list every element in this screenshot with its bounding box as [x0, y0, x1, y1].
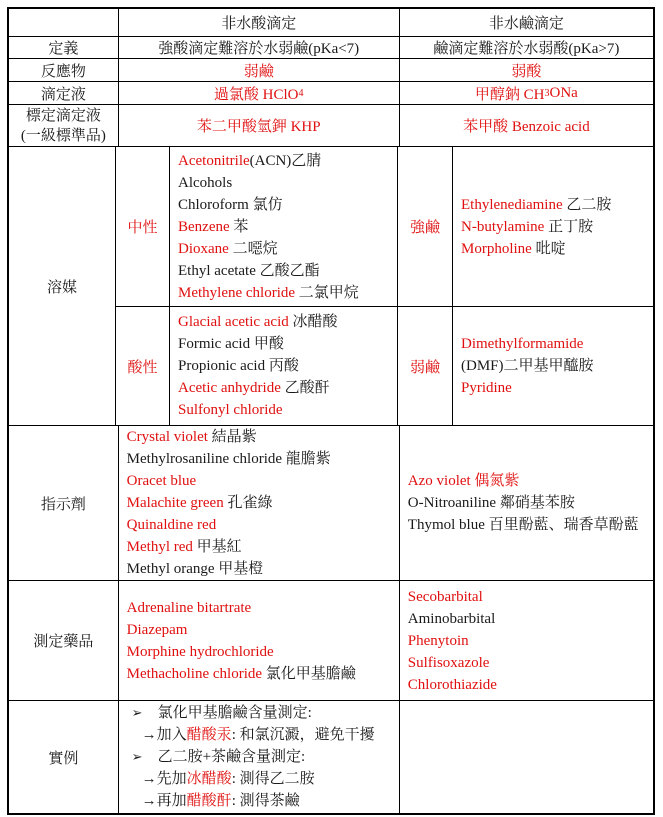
text-segment: 吡啶 — [531, 240, 566, 257]
text-segment: 醋酸酐 — [186, 793, 232, 809]
list-line — [461, 333, 583, 355]
solvent-subgrid — [116, 147, 653, 426]
text-segment: Methylrosaniline chloride 龍膽紫 — [126, 451, 331, 467]
text-segment: 醋酸汞 — [186, 727, 232, 743]
text-segment: Chlorothiazide — [407, 676, 497, 693]
list-line — [461, 238, 566, 260]
row-label-standard — [9, 105, 119, 147]
list-line — [127, 448, 331, 470]
list-line — [127, 641, 274, 663]
titration-comparison-table — [7, 7, 655, 815]
list-line — [178, 172, 232, 194]
text-segment: (DMF)二甲基甲醯胺 — [461, 358, 594, 374]
text-segment: Ethylenediamine — [461, 196, 563, 213]
text-segment: →再加 — [141, 793, 187, 809]
standard-acid: 苯二甲酸氫鉀 KHP — [119, 105, 400, 147]
list-line — [408, 608, 495, 630]
solvent-strong-base-label: 強鹼 — [398, 147, 453, 307]
text-segment: ONa — [549, 84, 578, 101]
list-line — [461, 355, 594, 377]
text-segment: 冰醋酸 — [288, 314, 338, 330]
text-segment: 苯 — [229, 218, 249, 235]
text-segment: Ethyl acetate 乙酸乙酯 — [178, 262, 320, 279]
text-segment: 冰醋酸 — [186, 771, 232, 787]
indicator-base-list — [400, 426, 653, 581]
table-row-examples — [9, 701, 653, 813]
text-segment: Benzene — [178, 218, 230, 235]
list-line — [129, 790, 300, 812]
text-segment: 甲醇鈉 CH — [474, 86, 545, 103]
examples-list — [119, 701, 400, 813]
text-segment: Methyl orange 甲基橙 — [126, 561, 264, 577]
text-segment: O-Nitroaniline 鄰硝基苯胺 — [407, 495, 575, 511]
definition-acid: 強酸滴定難溶於水弱鹼(pKa<7) — [119, 37, 400, 59]
text-segment: 結晶紫 — [207, 429, 257, 445]
text-segment: Crystal violet — [126, 429, 208, 445]
list-line — [178, 355, 299, 377]
solvent-acidic-list — [170, 307, 398, 426]
text-segment: 乙二胺 — [562, 196, 612, 213]
text-segment: Acetic anhydride — [178, 380, 281, 396]
column-header-acid-titration: 非水酸滴定 — [119, 9, 400, 37]
text-segment: 過氯酸 HClO — [213, 86, 299, 103]
text-segment: Propionic acid 丙酸 — [178, 358, 299, 374]
row-label-solvent: 溶媒 — [9, 147, 116, 426]
table-row-assayed-drugs — [9, 581, 653, 701]
titrant-base — [400, 82, 653, 105]
text-segment: 二氯甲烷 — [295, 284, 359, 301]
text-segment: (ACN)乙腈 — [249, 152, 322, 169]
text-segment: Sulfonyl chloride — [178, 402, 283, 418]
list-line — [408, 470, 520, 492]
solvent-acidic-label: 酸性 — [116, 307, 170, 426]
text-segment: ➢ — [131, 749, 143, 764]
indicator-acid-list — [119, 426, 400, 581]
table-row-definition — [9, 37, 653, 59]
list-line — [127, 536, 242, 558]
titrant-acid — [119, 82, 400, 105]
text-segment: Morpholine — [461, 240, 532, 257]
list-line — [127, 470, 197, 492]
text-segment: 乙酸酐 — [280, 380, 330, 396]
text-segment: Methylene chloride — [178, 284, 296, 301]
list-line — [408, 492, 575, 514]
row-label-assayed-drugs: 測定藥品 — [9, 581, 119, 701]
list-line — [178, 311, 338, 333]
text-segment: Alcohols — [178, 174, 233, 191]
solvent-subrow-neutral — [116, 147, 653, 307]
text-segment: 3 — [544, 87, 550, 99]
examples-base-empty-cell — [400, 701, 653, 813]
column-header-base-titration: 非水鹼滴定 — [400, 9, 653, 37]
standard-base: 苯甲酸 Benzoic acid — [400, 105, 653, 147]
text-segment: Dimethylformamide — [461, 336, 584, 352]
text-segment: Acetonitrile — [178, 152, 250, 169]
list-line — [408, 586, 483, 608]
text-segment: Methacholine chloride — [126, 665, 263, 682]
text-segment: 4 — [298, 87, 304, 99]
drugs-base-list — [400, 581, 653, 701]
text-segment: Glacial acetic acid — [178, 314, 289, 330]
list-line — [461, 216, 593, 238]
row-label-examples: 實例 — [9, 701, 119, 813]
text-segment: : 測得乙二胺 — [231, 771, 315, 787]
list-line — [178, 260, 320, 282]
text-segment: Phenytoin — [407, 632, 469, 649]
definition-base: 鹼滴定難溶於水弱酸(pKa>7) — [400, 37, 653, 59]
table-row-titrant — [9, 82, 653, 105]
list-line — [127, 619, 188, 641]
text-segment: Methyl red — [126, 539, 193, 555]
list-line — [178, 282, 359, 304]
text-segment: →先加 — [141, 771, 187, 787]
list-line — [461, 377, 512, 399]
text-segment: Aminobarbital — [407, 610, 496, 627]
text-segment: Morphine hydrochloride — [126, 643, 274, 660]
solvent-weak-base-list — [453, 307, 653, 426]
table-row-standard — [9, 105, 653, 147]
table-row-solvent — [9, 147, 653, 426]
list-line — [408, 674, 497, 696]
list-line — [129, 724, 375, 746]
list-line — [178, 194, 283, 216]
text-segment: 甲基紅 — [192, 539, 242, 555]
row-label-indicator: 指示劑 — [9, 426, 119, 581]
text-segment: 正丁胺 — [544, 218, 594, 235]
text-segment: : 和氯沉澱，避免干擾 — [231, 727, 375, 743]
table-row-header — [9, 9, 653, 37]
row-label-reactant: 反應物 — [9, 59, 119, 82]
list-line — [127, 597, 252, 619]
text-segment: Thymol blue 百里酚藍、瑞香草酚藍 — [407, 517, 639, 533]
text-segment: Formic acid 甲酸 — [178, 336, 284, 352]
list-line — [127, 663, 356, 685]
reactant-base: 弱酸 — [400, 59, 653, 82]
list-line — [178, 150, 321, 172]
table-row-indicator — [9, 426, 653, 581]
text-segment: Malachite green — [126, 495, 224, 511]
list-line — [178, 399, 283, 421]
text-segment: Dioxane — [178, 240, 229, 257]
list-line — [408, 514, 639, 536]
list-line — [178, 377, 330, 399]
row-label-standard-line1: 標定滴定液 — [25, 107, 101, 124]
solvent-weak-base-label: 弱鹼 — [398, 307, 453, 426]
solvent-subrow-acidic — [116, 307, 653, 426]
text-segment: 乙二胺+茶鹼含量測定: — [157, 749, 306, 765]
text-segment: Azo violet 偶氮紫 — [407, 473, 520, 489]
reactant-acid: 弱鹼 — [119, 59, 400, 82]
list-line — [178, 238, 278, 260]
row-label-definition: 定義 — [9, 37, 119, 59]
list-line — [127, 514, 217, 536]
text-segment: 氯化甲基膽鹼 — [262, 665, 356, 682]
drugs-acid-list — [119, 581, 400, 701]
list-line — [129, 768, 315, 790]
solvent-neutral-list — [170, 147, 398, 307]
text-segment: 二噁烷 — [228, 240, 278, 257]
solvent-neutral-label: 中性 — [116, 147, 170, 307]
list-line — [408, 630, 469, 652]
list-line — [129, 746, 306, 768]
text-segment: N-butylamine — [461, 218, 545, 235]
text-segment: Sulfisoxazole — [407, 654, 490, 671]
table-row-reactant — [9, 59, 653, 82]
solvent-strong-base-list — [453, 147, 653, 307]
list-line — [178, 333, 284, 355]
text-segment: Oracet blue — [126, 473, 197, 489]
text-segment: Adrenaline bitartrate — [126, 599, 252, 616]
list-line — [408, 652, 490, 674]
list-line — [127, 426, 257, 448]
text-segment: 氯化甲基膽鹼含量測定: — [157, 705, 312, 721]
list-line — [127, 492, 273, 514]
list-line — [461, 194, 611, 216]
list-line — [127, 558, 264, 580]
corner-cell — [9, 9, 119, 37]
text-segment: Secobarbital — [407, 588, 483, 605]
list-line — [178, 216, 248, 238]
text-segment: Quinaldine red — [126, 517, 217, 533]
text-segment: Pyridine — [461, 380, 512, 396]
text-segment: Chloroform 氯仿 — [178, 196, 283, 213]
text-segment: →加入 — [141, 727, 187, 743]
text-segment: : 測得茶鹼 — [231, 793, 300, 809]
row-label-titrant: 滴定液 — [9, 82, 119, 105]
text-segment: ➢ — [131, 705, 143, 720]
text-segment: Diazepam — [126, 621, 188, 638]
list-line — [129, 702, 312, 724]
text-segment: 孔雀綠 — [223, 495, 273, 511]
row-label-standard-line2: (一級標準品) — [20, 127, 106, 144]
